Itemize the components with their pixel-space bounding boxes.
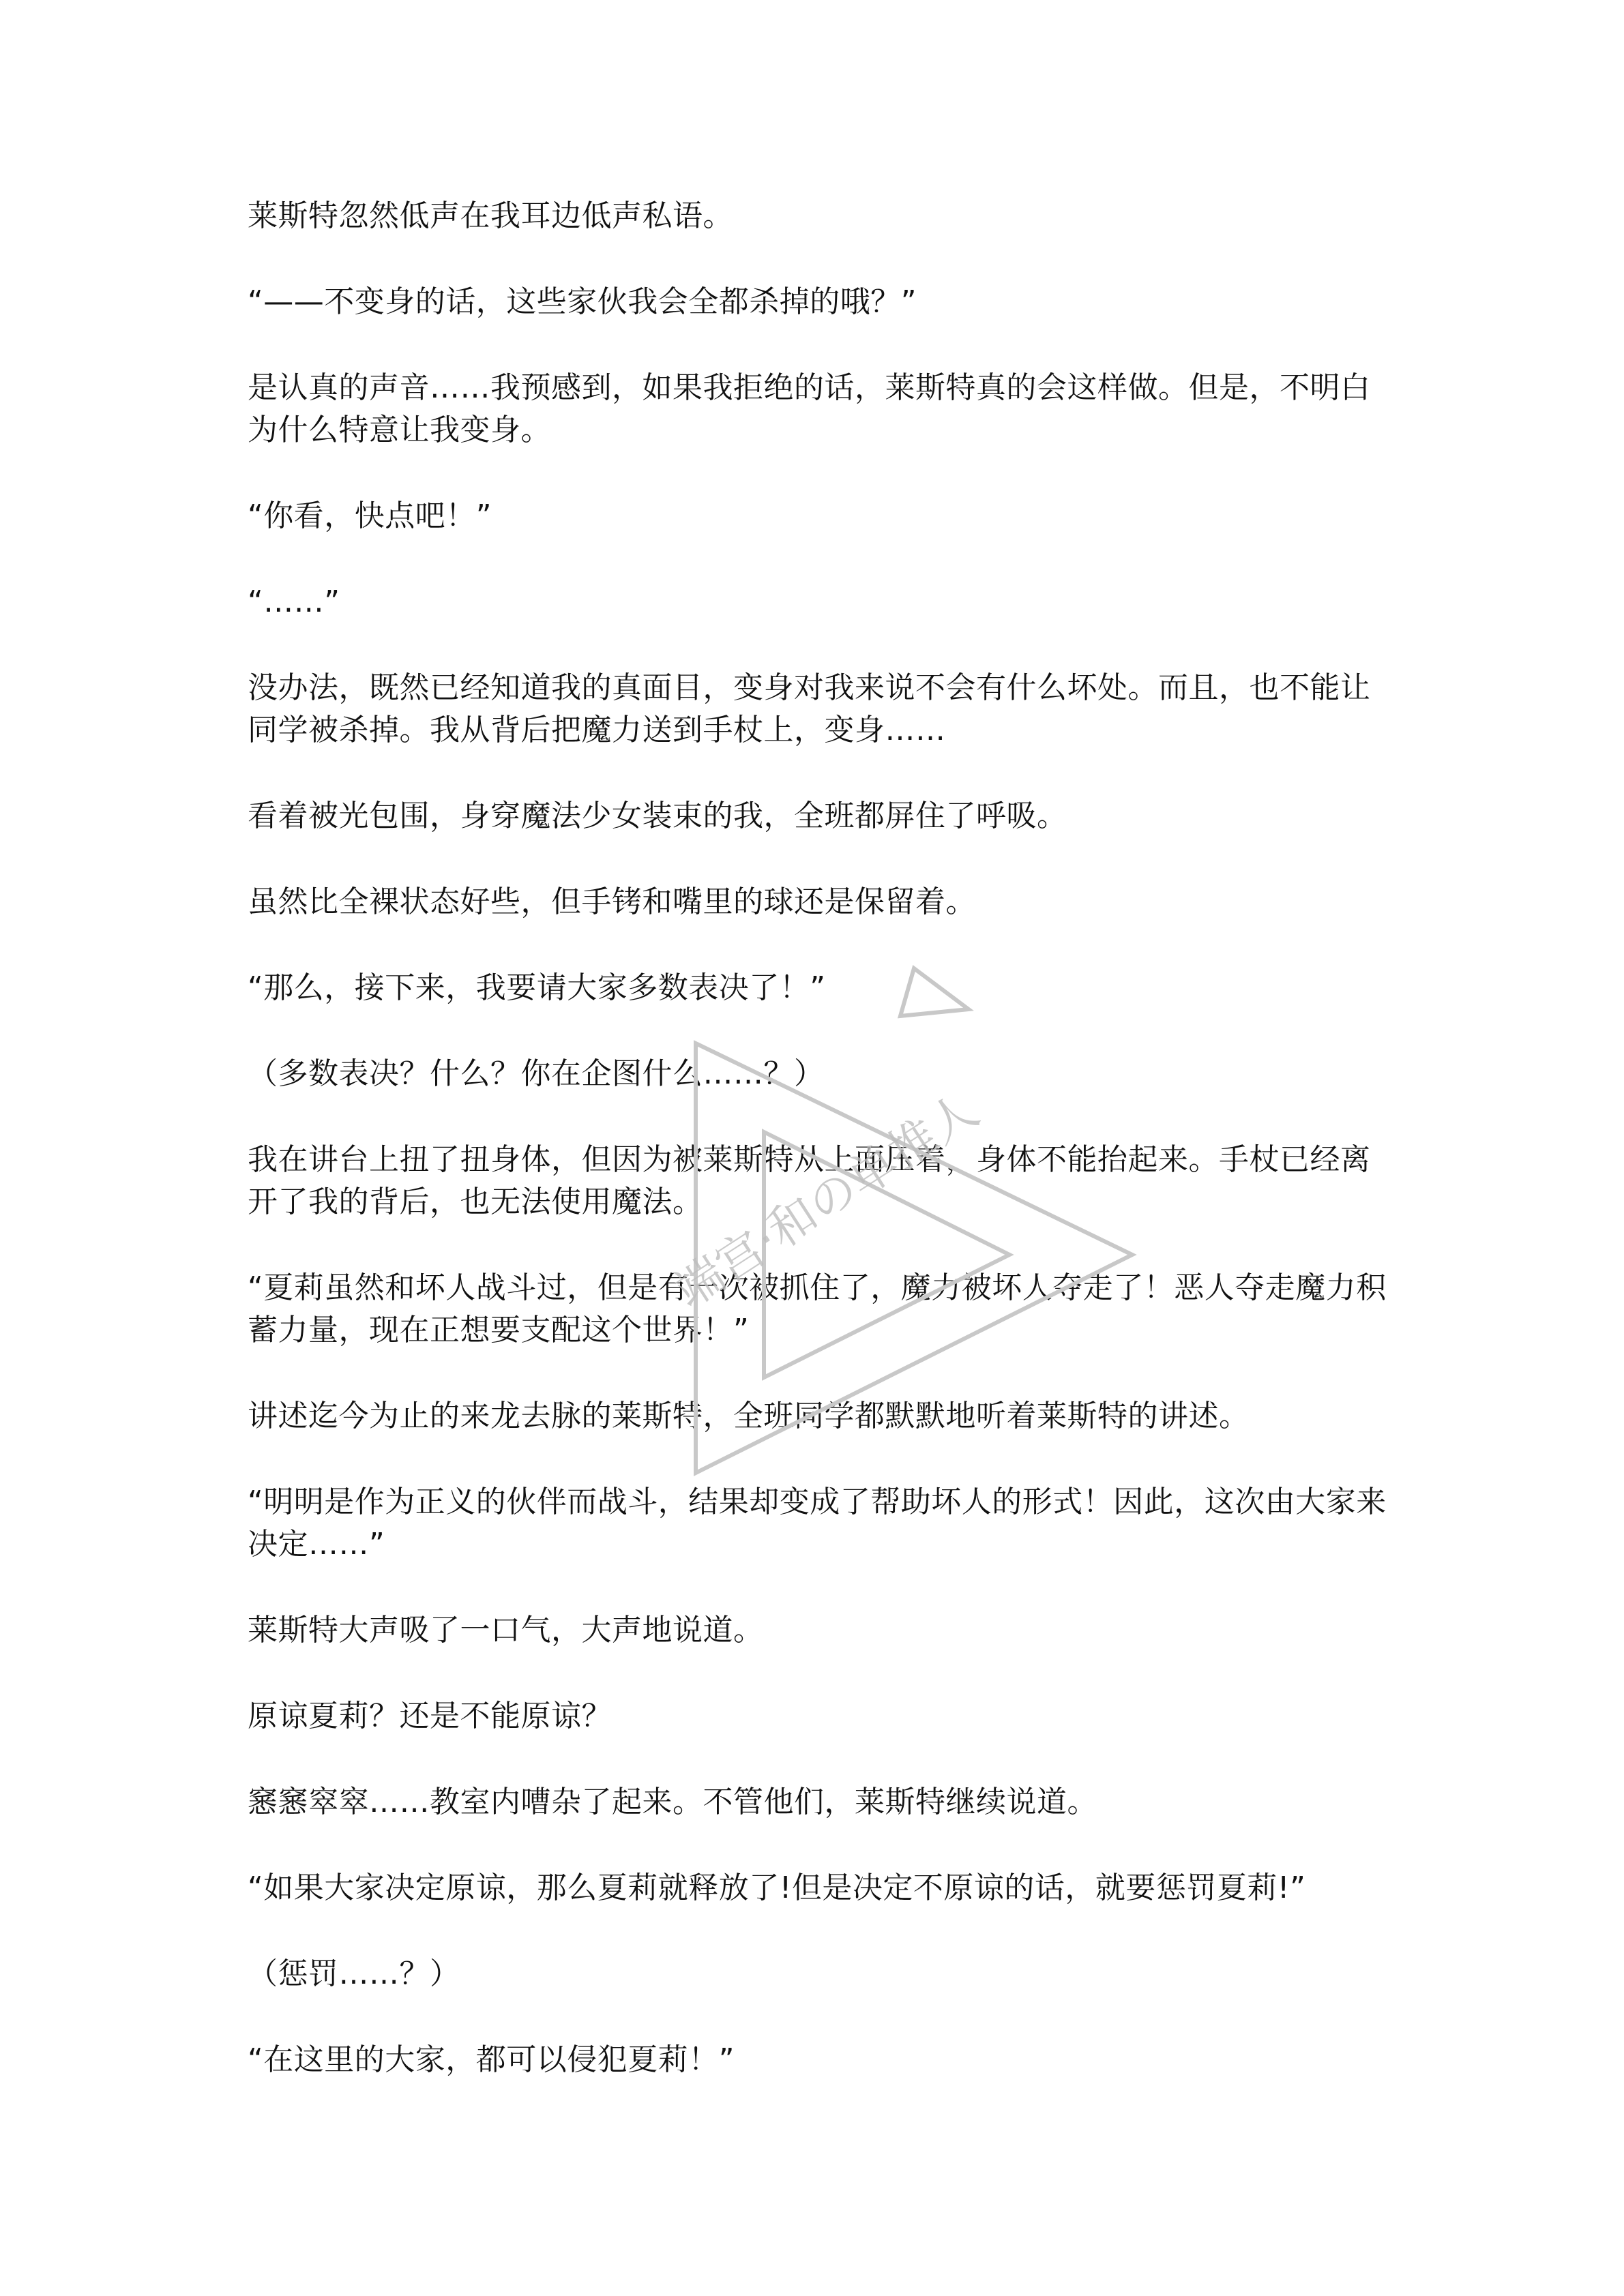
paragraph: 莱斯特忽然低声在我耳边低声私语。 (248, 198, 733, 233)
paragraph: “如果大家决定原谅，那么夏莉就释放了!但是决定不原谅的话，就要惩罚夏莉!” (248, 1870, 1306, 1905)
paragraph: 莱斯特大声吸了一口气，大声地说道。 (248, 1613, 764, 1648)
paragraph: 看着被光包围，身穿魔法少女装束的我，全班都屏住了呼吸。 (248, 799, 1067, 833)
paragraph: “——不变身的话，这些家伙我会全都杀掉的哦？” (248, 284, 917, 319)
paragraph: 原谅夏莉？还是不能原谅？ (248, 1699, 612, 1733)
paragraph: 是认真的声音……我预感到，如果我拒绝的话，莱斯特真的会这样做。但是，不明白为什么特意让我变身。 (248, 370, 1371, 447)
watermark-text: 端宫·和の单推人 (664, 1082, 988, 1320)
paragraph: “夏莉虽然和坏人战斗过，但是有一次被抓住了，魔力被坏人夺走了！恶人夺走魔力积蓄力量，现在正想要支配这个世界！” (248, 1270, 1387, 1347)
paragraph: “明明是作为正义的伙伴而战斗，结果却变成了帮助坏人的形式！因此，这次由大家来决定……” (248, 1485, 1387, 1562)
paragraph: “那么，接下来，我要请大家多数表决了！” (248, 970, 826, 1005)
paragraph: （多数表决？什么？你在企图什么……？） (248, 1056, 825, 1091)
paragraph: 虽然比全裸状态好些，但手铐和嘴里的球还是保留着。 (248, 884, 976, 919)
document-body (248, 195, 1393, 2125)
paragraph: 没办法，既然已经知道我的真面目，变身对我来说不会有什么坏处。而且，也不能让同学被杀掉。我从背后把魔力送到手杖上，变身…… (248, 670, 1371, 747)
paragraph: 我在讲台上扭了扭身体，但因为被莱斯特从上面压着，身体不能抬起来。手杖已经离开了我的背后，也无法使用魔法。 (248, 1142, 1371, 1219)
paragraph: “你看，快点吧！” (248, 498, 492, 533)
paragraph: （惩罚……？） (248, 1956, 460, 1991)
paragraph: “在这里的大家，都可以侵犯夏莉！” (248, 2042, 735, 2077)
paragraph: 窸窸窣窣……教室内嘈杂了起来。不管他们，莱斯特继续说道。 (248, 1785, 1097, 1819)
paragraph: “……” (248, 584, 340, 619)
paragraph: 讲述迄今为止的来龙去脉的莱斯特，全班同学都默默地听着莱斯特的讲述。 (248, 1399, 1250, 1433)
